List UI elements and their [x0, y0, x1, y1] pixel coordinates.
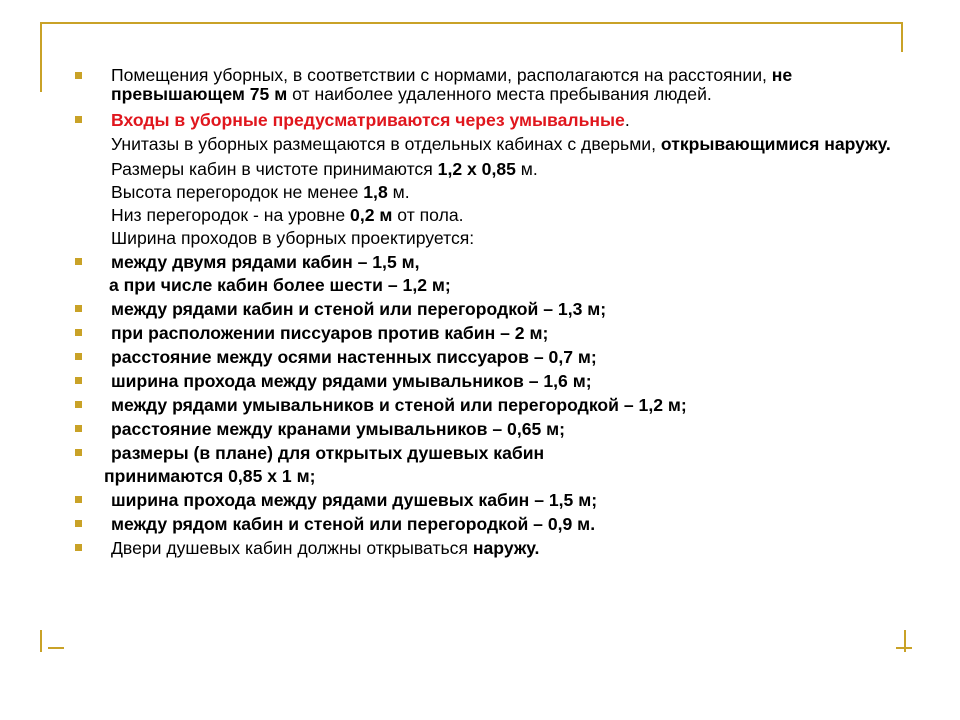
text: Низ перегородок - на уровне: [111, 205, 351, 225]
square-bullet-icon: [75, 544, 82, 551]
bullet-item: [70, 514, 900, 534]
bold-text: не превышающем 75 м: [111, 65, 793, 104]
bold-text: между рядами кабин и стеной или перегородкой – 1,3 м;: [111, 299, 607, 319]
bullet-item: [70, 395, 900, 415]
bold-text: ширина прохода между рядами душевых кабин – 1,5 м;: [111, 490, 598, 510]
bullet-item: [70, 347, 900, 367]
bold-text: расстояние между осями настенных писсуаров – 0,7 м;: [111, 347, 597, 367]
square-bullet-icon: [75, 72, 82, 79]
bullet-item: [70, 299, 900, 319]
slide-content: [70, 66, 900, 562]
square-bullet-icon: [75, 377, 82, 384]
text: Ширина проходов в уборных проектируется:: [111, 228, 475, 248]
text: .: [624, 110, 630, 130]
frame-right-line: [901, 22, 903, 52]
square-bullet-icon: [75, 329, 82, 336]
text-item: [70, 182, 900, 202]
bold-text: расстояние между кранами умывальников – 0,65 м;: [111, 419, 566, 439]
square-bullet-icon: [75, 425, 82, 432]
bold-text: 1,2 х 0,85: [437, 159, 516, 179]
bullet-item: [70, 490, 900, 510]
bold-text: наружу.: [472, 538, 540, 558]
text: м.: [515, 159, 538, 179]
bold-text: между рядами умывальников и стеной или перегородкой – 1,2 м;: [111, 395, 687, 415]
text: Высота перегородок не менее: [111, 182, 364, 202]
text: Унитазы в уборных размещаются в отдельных кабинах с дверьми,: [111, 134, 661, 154]
bullet-item: [70, 443, 900, 463]
square-bullet-icon: [75, 401, 82, 408]
bold-text: а при числе кабин более шести – 1,2 м;: [109, 275, 451, 295]
text-item: [70, 134, 900, 155]
frame-top-line: [40, 22, 903, 24]
square-bullet-icon: [75, 353, 82, 360]
text: Двери душевых кабин должны открываться: [111, 538, 473, 558]
square-bullet-icon: [75, 116, 82, 123]
bullet-item: [70, 110, 900, 130]
text: м.: [387, 182, 410, 202]
text-item: [70, 275, 900, 295]
text: от пола.: [392, 205, 464, 225]
text: от наиболее удаленного места пребывания людей.: [287, 84, 712, 104]
square-bullet-icon: [75, 520, 82, 527]
square-bullet-icon: [75, 258, 82, 265]
bold-text: ширина прохода между рядами умывальников – 1,6 м;: [111, 371, 592, 391]
text: Размеры кабин в чистоте принимаются: [111, 159, 438, 179]
frame-bottom-left-tick: [48, 647, 64, 649]
text-item: [70, 228, 900, 248]
bullet-item: [70, 419, 900, 439]
bold-text: принимаются 0,85 х 1 м;: [104, 466, 316, 486]
text-item: [70, 466, 900, 486]
bold-text: 1,8: [363, 182, 388, 202]
square-bullet-icon: [75, 449, 82, 456]
bold-text: между рядом кабин и стеной или перегородкой – 0,9 м.: [111, 514, 596, 534]
bold-text: между двумя рядами кабин – 1,5 м,: [111, 252, 420, 272]
frame-bottom-left-line: [40, 630, 42, 652]
bullet-item: [70, 66, 900, 104]
red-bold-text: Входы в уборные предусматриваются через умывальные: [111, 110, 625, 130]
text-item: [70, 205, 900, 225]
bold-text: при расположении писсуаров против кабин – 2 м;: [111, 323, 549, 343]
bullet-item: [70, 538, 900, 558]
text: Помещения уборных, в соответствии с нормами, располагаются на расстоянии,: [111, 65, 772, 85]
frame-left-line: [40, 22, 42, 92]
bold-text: 0,2 м: [350, 205, 393, 225]
text-item: [70, 159, 900, 179]
bold-text: открывающимися наружу.: [660, 134, 891, 154]
bullet-item: [70, 252, 900, 272]
bullet-item: [70, 323, 900, 343]
square-bullet-icon: [75, 305, 82, 312]
frame-bottom-right-line: [904, 630, 906, 652]
bold-text: размеры (в плане) для открытых душевых кабин: [111, 443, 545, 463]
square-bullet-icon: [75, 496, 82, 503]
bullet-item: [70, 371, 900, 391]
